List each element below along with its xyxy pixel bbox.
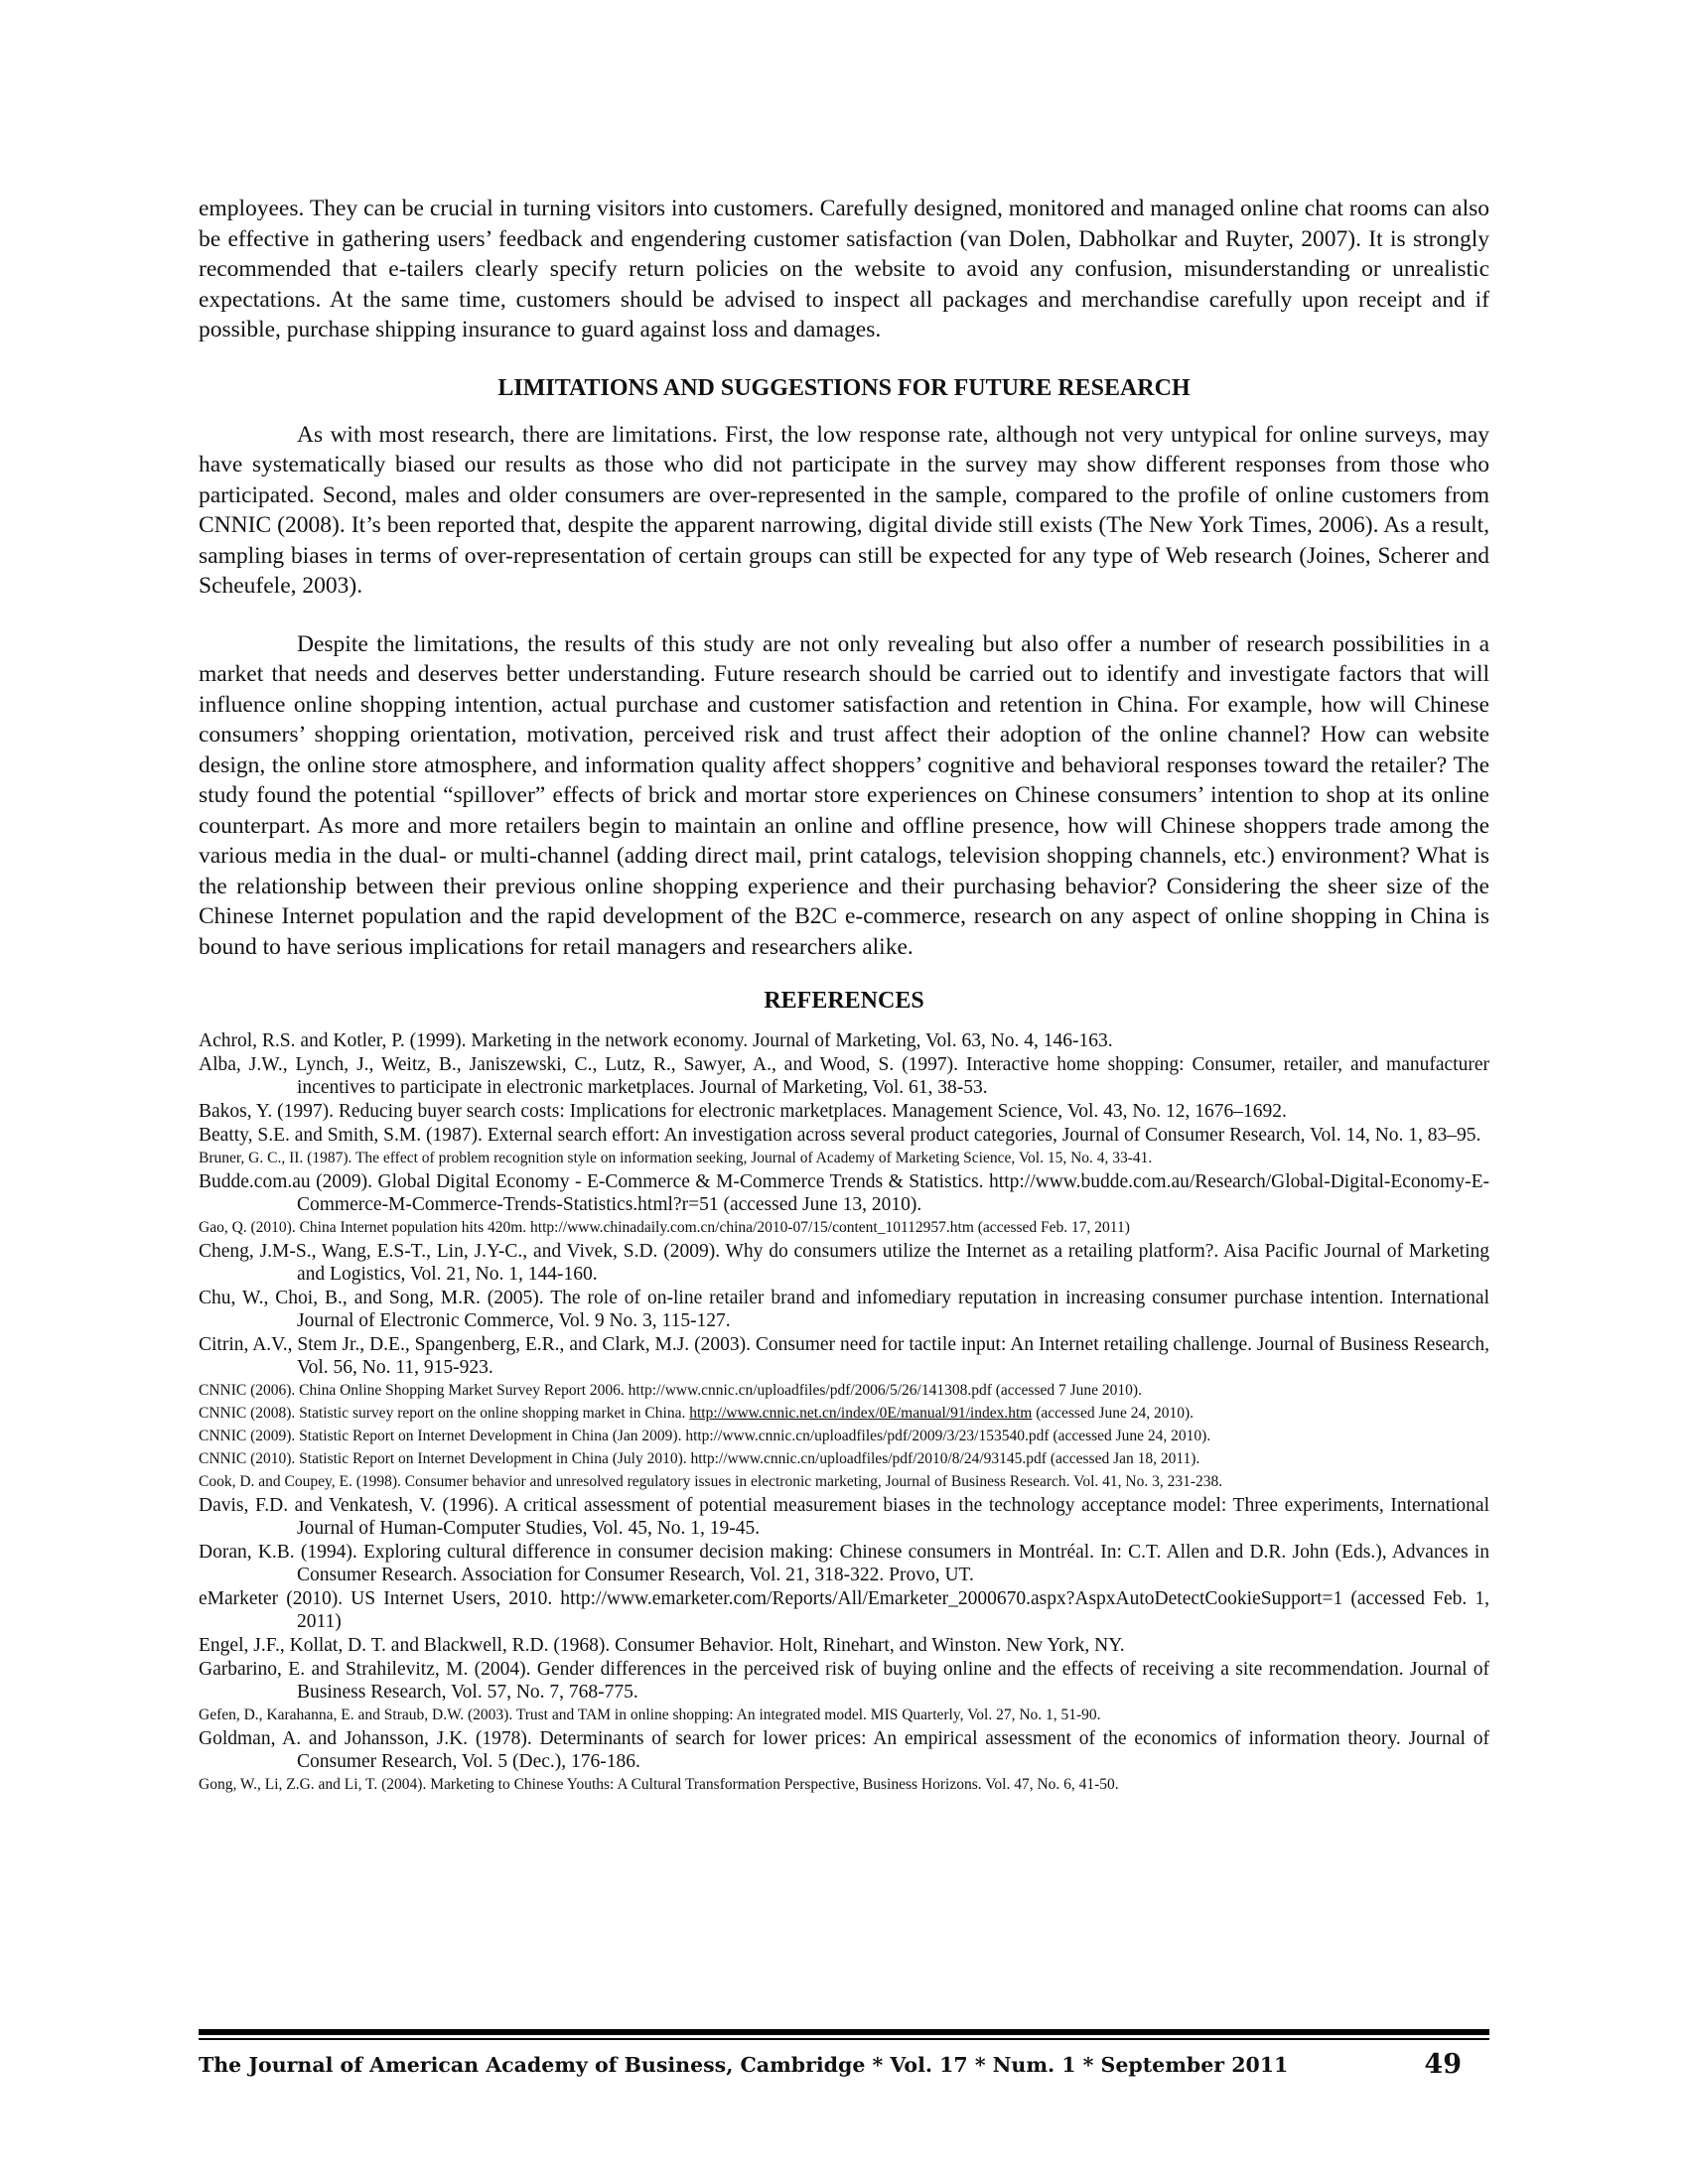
reference-text: (accessed June 24, 2010). bbox=[1032, 1405, 1195, 1422]
footer-journal-title: The Journal of American Academy of Business, Cambridge * Vol. 17 * Num. 1 * September 2011 bbox=[199, 2053, 1289, 2077]
reference-item: Doran, K.B. (1994). Exploring cultural difference in consumer decision making: Chinese consumers in Montréal. In: C.T. Allen and D.R. John (Eds.), Advances in Consumer Research. Association for Consumer Research, Vol. 21, 318-322. Provo, UT. bbox=[199, 1542, 1489, 1585]
reference-item: Davis, F.D. and Venkatesh, V. (1996). A critical assessment of potential measurement biases in the technology acceptance model: Three experiments, International Journal of Human-Computer Studies, Vol. 45, No. 1, 19-45. bbox=[199, 1495, 1489, 1539]
reference-item: eMarketer (2010). US Internet Users, 2010. http://www.emarketer.com/Reports/All/Emarketer_2000670.aspx?AspxAutoDetectCookieSupport=1 (accessed Feb. 1, 2011) bbox=[199, 1588, 1489, 1632]
reference-text: CNNIC (2008). Statistic survey report on the online shopping market in China. bbox=[199, 1405, 690, 1422]
reference-item: Beatty, S.E. and Smith, S.M. (1987). External search effort: An investigation across several product categories, Journal of Consumer Research, Vol. 14, No. 1, 83–95. bbox=[199, 1125, 1481, 1146]
reference-item: Alba, J.W., Lynch, J., Weitz, B., Janiszewski, C., Lutz, R., Sawyer, A., and Wood, S. (1997). Interactive home shopping: Consumer, retailer, and manufacturer incentives to participate in electronic marketplaces. Journal of Marketing, Vol. 61, 38-53. bbox=[199, 1054, 1489, 1098]
reference-item: Goldman, A. and Johansson, J.K. (1978). Determinants of search for lower prices: An empirical assessment of the economics of information theory. Journal of Consumer Research, Vol. 5 (Dec.), 176-186. bbox=[199, 1728, 1489, 1772]
page-content bbox=[199, 194, 1489, 1797]
reference-item: Engel, J.F., Kollat, D. T. and Blackwell, R.D. (1968). Consumer Behavior. Holt, Rinehart, and Winston. New York, NY. bbox=[199, 1635, 1125, 1656]
reference-item: Achrol, R.S. and Kotler, P. (1999). Marketing in the network economy. Journal of Marketing, Vol. 63, No. 4, 146-163. bbox=[199, 1030, 1113, 1051]
reference-item-cnnic-2008 bbox=[199, 1403, 1489, 1425]
footer-rule-thick bbox=[199, 2029, 1489, 2035]
reference-item: CNNIC (2010). Statistic Report on Internet Development in China (July 2010). http://www.cnnic.cn/uploadfiles/pdf/2010/8/24/93145.pdf (accessed Jan 18, 2011). bbox=[199, 1450, 1200, 1467]
reference-item: Cheng, J.M-S., Wang, E.S-T., Lin, J.Y-C., and Vivek, S.D. (2009). Why do consumers utilize the Internet as a retailing platform?. Aisa Pacific Journal of Marketing and Logistics, Vol. 21, No. 1, 144-160. bbox=[199, 1241, 1489, 1285]
reference-item: CNNIC (2006). China Online Shopping Market Survey Report 2006. http://www.cnnic.cn/uploadfiles/pdf/2006/5/26/141308.pdf (accessed 7 June 2010). bbox=[199, 1382, 1142, 1399]
reference-item: CNNIC (2009). Statistic Report on Internet Development in China (Jan 2009). http://www.cnnic.cn/uploadfiles/pdf/2009/3/23/153540.pdf (accessed June 24, 2010). bbox=[199, 1428, 1211, 1444]
reference-item: Garbarino, E. and Strahilevitz, M. (2004). Gender differences in the perceived risk of buying online and the effects of receiving a site recommendation. Journal of Business Research, Vol. 57, No. 7, 768-775. bbox=[199, 1659, 1489, 1703]
reference-item: Cook, D. and Coupey, E. (1998). Consumer behavior and unresolved regulatory issues in electronic marketing, Journal of Business Research. Vol. 41, No. 3, 231-238. bbox=[199, 1473, 1223, 1490]
reference-item: Gefen, D., Karahanna, E. and Straub, D.W. (2003). Trust and TAM in online shopping: An integrated model. MIS Quarterly, Vol. 27, No. 1, 51-90. bbox=[199, 1706, 1101, 1723]
body-paragraph: As with most research, there are limitations. First, the low response rate, although not very untypical for online surveys, may have systematically biased our results as those who did not participate in the survey may show different responses from those who participated. Second, males and older consumers are over-represented in the sample, compared to the profile of online customers from CNNIC (2008). It’s been reported that, despite the apparent narrowing, digital divide still exists (The New York Times, 2006). As a result, sampling biases in terms of over-representation of certain groups can still be expected for any type of Web research (Joines, Scherer and Scheufele, 2003). bbox=[199, 421, 1489, 599]
footer-rule-thin bbox=[199, 2038, 1489, 2040]
body-paragraph: employees. They can be crucial in turning visitors into customers. Carefully designed, monitored and managed online chat rooms can also be effective in gathering users’ feedback and engendering customer satisfaction (van Dolen, Dabholkar and Ruyter, 2007). It is strongly recommended that e-tailers clearly specify return policies on the website to avoid any confusion, misunderstanding or unrealistic expectations. At the same time, customers should be advised to inspect all packages and merchandise carefully upon receipt and if possible, purchase shipping insurance to guard against loss and damages. bbox=[199, 196, 1489, 342]
section-heading-limitations: LIMITATIONS AND SUGGESTIONS FOR FUTURE RESEARCH bbox=[497, 374, 1191, 401]
reference-list bbox=[199, 1029, 1489, 1796]
page-number: 49 bbox=[1424, 2049, 1462, 2080]
body-paragraph: Despite the limitations, the results of this study are not only revealing but also offer a number of research possibilities in a market that needs and deserves better understanding. Future research should be carried out to identify and investigate factors that will influence online shopping intention, actual purchase and customer satisfaction and retention in China. For example, how will Chinese consumers’ shopping orientation, motivation, perceived risk and trust affect their adoption of the online channel? How can website design, the online store atmosphere, and information quality affect shoppers’ cognitive and behavioral responses toward the retailer? The study found the potential “spillover” effects of brick and mortar store experiences on Chinese consumers’ intention to shop at its online counterpart. As more and more retailers begin to maintain an online and offline presence, how will Chinese shoppers trade among the various media in the dual- or multi-channel (adding direct mail, print catalogs, television shopping channels, etc.) environment? What is the relationship between their previous online shopping experience and their purchasing behavior? Considering the sheer size of the Chinese Internet population and the rapid development of the B2C e-commerce, research on any aspect of online shopping in China is bound to have serious implications for retail managers and researchers alike. bbox=[199, 630, 1489, 960]
reference-item: Gong, W., Li, Z.G. and Li, T. (2004). Marketing to Chinese Youths: A Cultural Transformation Perspective, Business Horizons. Vol. 47, No. 6, 41-50. bbox=[199, 1776, 1119, 1793]
reference-link[interactable]: http://www.cnnic.net.cn/index/0E/manual/91/index.htm bbox=[689, 1405, 1033, 1422]
reference-item: Budde.com.au (2009). Global Digital Economy - E-Commerce & M-Commerce Trends & Statistics. http://www.budde.com.au/Research/Global-Digital-Economy-E-Commerce-M-Commerce-Trends-Statistics.html?r=51 (accessed June 13, 2010). bbox=[199, 1171, 1489, 1215]
section-heading-references: REFERENCES bbox=[764, 988, 924, 1014]
reference-item: Gao, Q. (2010). China Internet population hits 420m. http://www.chinadaily.com.cn/china/2010-07/15/content_10112957.htm (accessed Feb. 17, 2011) bbox=[199, 1219, 1130, 1236]
reference-item: Bakos, Y. (1997). Reducing buyer search costs: Implications for electronic marketplaces. Management Science, Vol. 43, No. 12, 1676–1692. bbox=[199, 1101, 1287, 1122]
reference-item: Chu, W., Choi, B., and Song, M.R. (2005). The role of on-line retailer brand and infomediary reputation in increasing consumer purchase intention. International Journal of Electronic Commerce, Vol. 9 No. 3, 115-127. bbox=[199, 1288, 1489, 1331]
reference-item: Bruner, G. C., II. (1987). The effect of problem recognition style on information seeking, Journal of Academy of Marketing Science, Vol. 15, No. 4, 33-41. bbox=[199, 1150, 1153, 1166]
reference-item: Citrin, A.V., Stem Jr., D.E., Spangenberg, E.R., and Clark, M.J. (2003). Consumer need for tactile input: An Internet retailing challenge. Journal of Business Research, Vol. 56, No. 11, 915-923. bbox=[199, 1334, 1489, 1378]
